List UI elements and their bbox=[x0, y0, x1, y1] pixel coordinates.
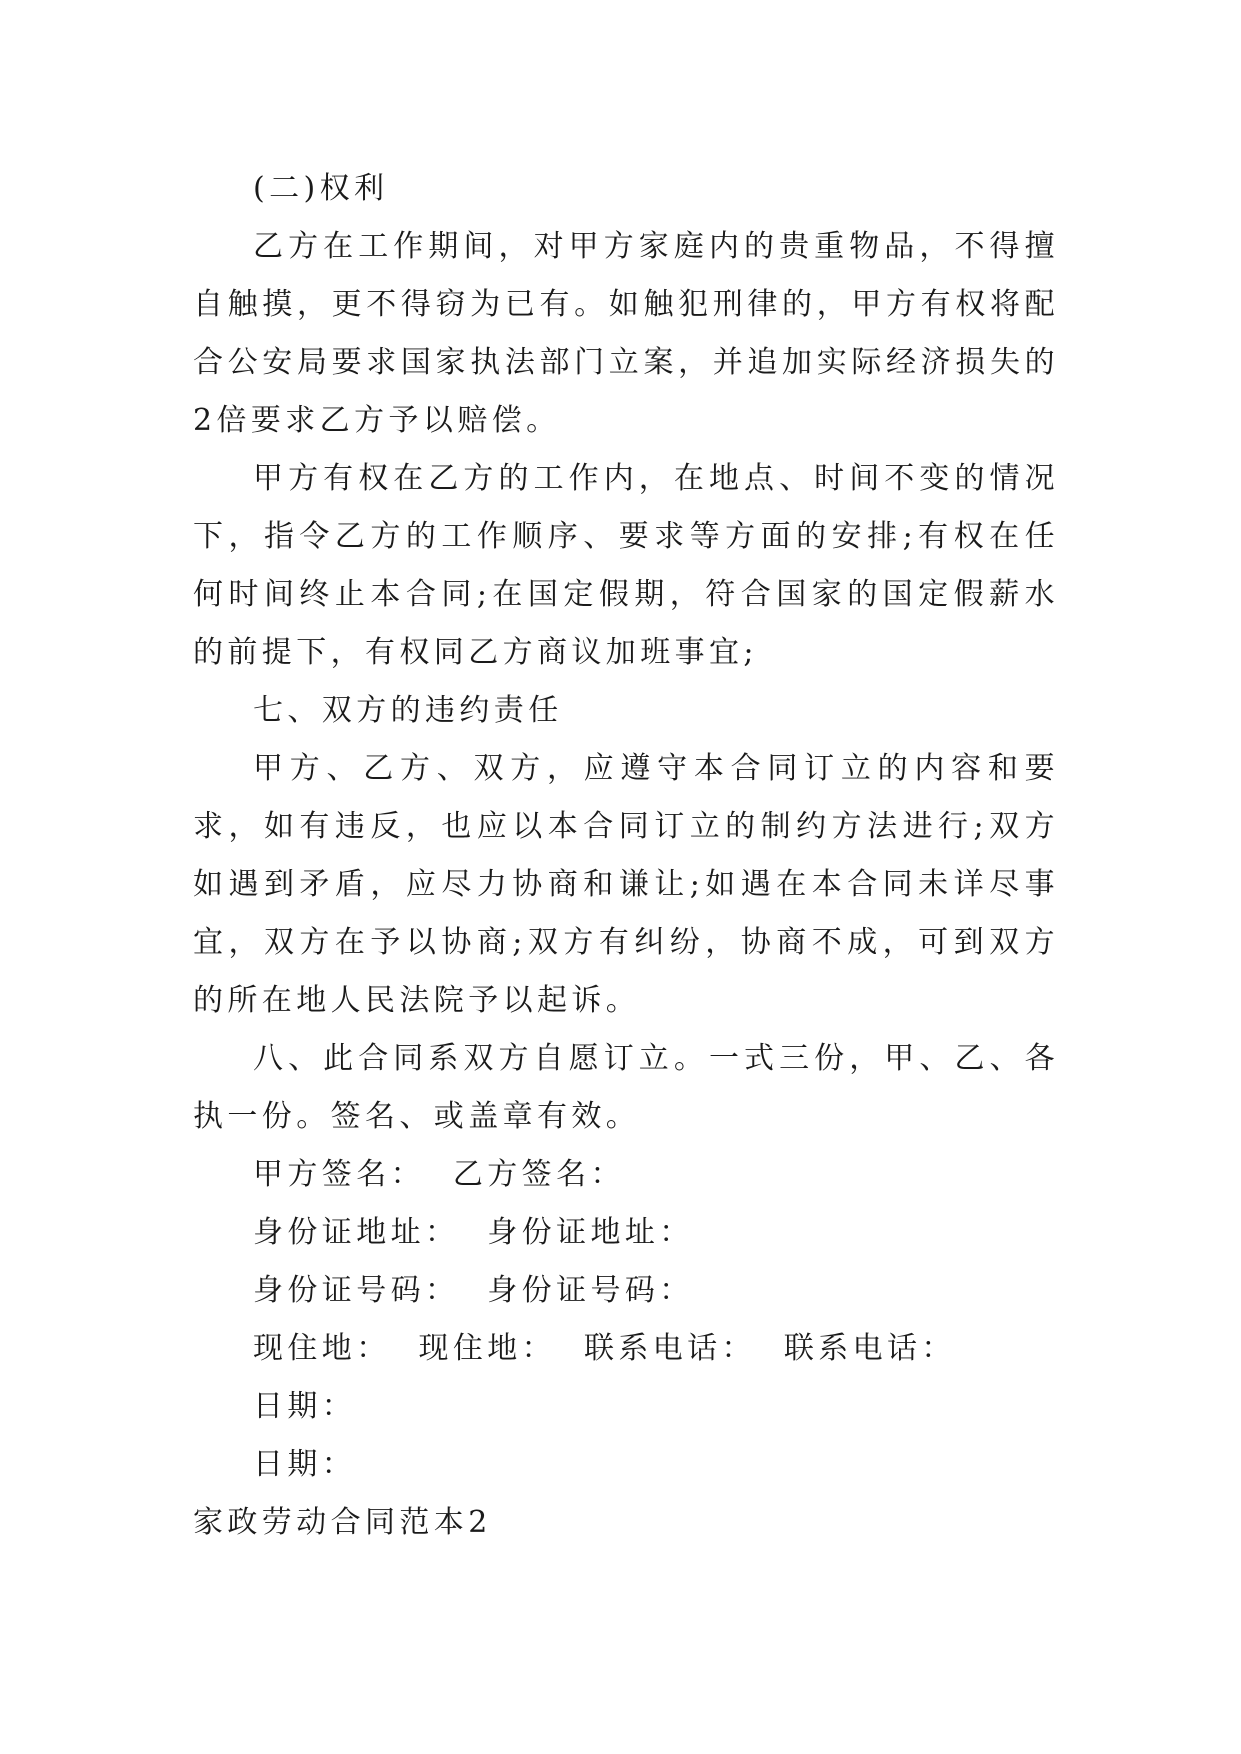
next-document-title: 家政劳动合同范本2 bbox=[193, 1505, 492, 1540]
id-number-line: 身份证号码： 身份证号码： bbox=[253, 1273, 694, 1308]
paragraph-party-a-rights: 甲方有权在乙方的工作内，在地点、时间不变的情况下，指令乙方的工作顺序、要求等方面的安排;有权在任何时间终止本合同;在国定假期，符合国家的国定假薪水的前提下，有权同乙方商议加班事宜; bbox=[193, 461, 1059, 670]
paragraph-contract-copies: 八、此合同系双方自愿订立。一式三份，甲、乙、各执一份。签名、或盖章有效。 bbox=[193, 1041, 1059, 1134]
section-heading-breach: 七、双方的违约责任 bbox=[253, 693, 563, 728]
paragraph-breach-liability: 甲方、乙方、双方，应遵守本合同订立的内容和要求，如有违反，也应以本合同订立的制约方法进行;双方如遇到矛盾，应尽力协商和谦让;如遇在本合同未详尽事宜，双方在予以协商;双方有纠纷，协商不成，可到双方的所在地人民法院予以起诉。 bbox=[193, 751, 1059, 1018]
id-address-line: 身份证地址： 身份证地址： bbox=[253, 1215, 694, 1250]
paragraph-valuables-clause: 乙方在工作期间，对甲方家庭内的贵重物品，不得擅自触摸，更不得窃为已有。如触犯刑律的，甲方有权将配合公安局要求国家执法部门立案，并追加实际经济损失的2倍要求乙方予以赔偿。 bbox=[193, 229, 1059, 438]
section-heading-rights: (二)权利 bbox=[253, 171, 389, 206]
signature-line: 甲方签名： 乙方签名： bbox=[253, 1157, 625, 1192]
residence-phone-line: 现住地： 现住地： 联系电话： 联系电话： bbox=[253, 1331, 956, 1366]
date-line-party-b: 日期： bbox=[253, 1447, 357, 1482]
document-body bbox=[193, 160, 1059, 1552]
date-line-party-a: 日期： bbox=[253, 1389, 357, 1424]
